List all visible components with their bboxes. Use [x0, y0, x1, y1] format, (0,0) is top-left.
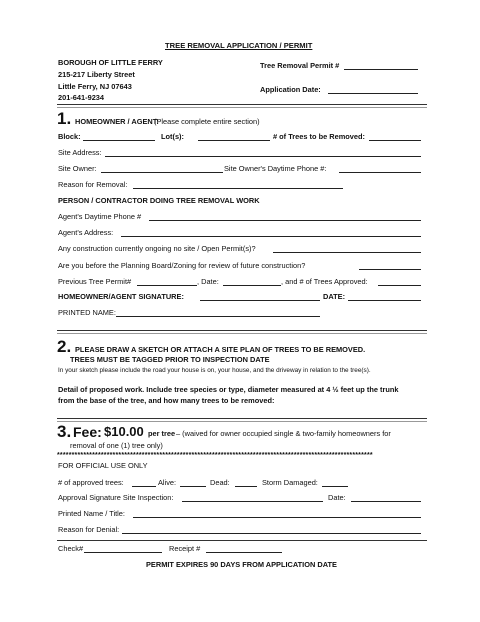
official-use-heading: FOR OFFICIAL USE ONLY: [58, 461, 148, 470]
denial-field[interactable]: [122, 533, 421, 534]
section-divider: [57, 330, 427, 331]
signature-label: HOMEOWNER/AGENT SIGNATURE:: [58, 292, 184, 301]
receipt-label: Receipt #: [169, 544, 201, 553]
contractor-heading: PERSON / CONTRACTOR DOING TREE REMOVAL WORK: [58, 196, 260, 205]
agent-address-field[interactable]: [121, 236, 421, 237]
storm-damaged-label: Storm Damaged:: [262, 478, 318, 487]
site-address-label: Site Address:: [58, 148, 102, 157]
reason-field[interactable]: [133, 188, 343, 189]
permit-number-field[interactable]: [344, 69, 418, 70]
section-divider: [57, 421, 427, 422]
dead-field[interactable]: [235, 486, 257, 487]
trees-removed-field[interactable]: [369, 140, 421, 141]
alive-label: Alive:: [158, 478, 177, 487]
signature-date-field[interactable]: [348, 300, 421, 301]
section-1-note: (Please complete entire section): [154, 117, 260, 126]
agent-phone-field[interactable]: [149, 220, 421, 221]
previous-date-label: , Date:: [197, 277, 219, 286]
printed-title-label: Printed Name / Title:: [58, 509, 125, 518]
sketch-instructions: In your sketch please include the road your house is on, your house, and the driveway in relation to the tree(s).: [58, 367, 371, 374]
lots-field[interactable]: [198, 140, 270, 141]
printed-name-label: PRINTED NAME:: [58, 308, 116, 317]
trees-approved-label: , and # of Trees Approved:: [281, 277, 368, 286]
section-divider: [57, 104, 427, 105]
denial-label: Reason for Denial:: [58, 525, 120, 534]
approval-signature-label: Approval Signature Site Inspection:: [58, 493, 174, 502]
section-2-number: 2.: [57, 337, 72, 356]
owner-phone-label: Site Owner's Daytime Phone #:: [224, 164, 327, 173]
permit-expires-note: PERMIT EXPIRES 90 DAYS FROM APPLICATION DATE: [146, 560, 337, 569]
section-divider: [57, 540, 427, 541]
form-title: TREE REMOVAL APPLICATION / PERMIT: [165, 41, 313, 50]
construction-label: Any construction currently ongoing no site / Open Permit(s)?: [58, 244, 256, 253]
borough-name: BOROUGH OF LITTLE FERRY: [58, 58, 163, 67]
printed-name-field[interactable]: [116, 316, 320, 317]
site-owner-field[interactable]: [101, 172, 223, 173]
trees-approved-field[interactable]: [378, 285, 421, 286]
block-field[interactable]: [83, 140, 155, 141]
section-1-number: 1.: [57, 109, 72, 128]
application-date-label: Application Date:: [260, 85, 321, 94]
construction-field[interactable]: [273, 252, 421, 253]
planning-label: Are you before the Planning Board/Zoning for review of future construction?: [58, 261, 306, 270]
fee-label: Fee:: [73, 424, 102, 440]
application-date-field[interactable]: [328, 93, 418, 94]
planning-field[interactable]: [359, 269, 421, 270]
approval-date-field[interactable]: [351, 501, 421, 502]
section-divider: [57, 107, 427, 108]
section-divider: [57, 418, 427, 419]
storm-damaged-field[interactable]: [322, 486, 348, 487]
section-divider: [57, 333, 427, 334]
receipt-field[interactable]: [206, 552, 282, 553]
permit-number-label: Tree Removal Permit #: [260, 61, 340, 70]
previous-date-field[interactable]: [223, 285, 281, 286]
approved-trees-field[interactable]: [132, 486, 156, 487]
signature-field[interactable]: [200, 300, 320, 301]
previous-permit-field[interactable]: [137, 285, 197, 286]
signature-date-label: DATE:: [323, 292, 346, 301]
section-1-heading: HOMEOWNER / AGENT:: [75, 117, 159, 126]
stars-separator: ************************************************************************************************************: [57, 452, 373, 459]
agent-phone-label: Agent's Daytime Phone #: [58, 212, 142, 221]
approval-signature-field[interactable]: [182, 501, 323, 502]
reason-label: Reason for Removal:: [58, 180, 128, 189]
section-2-line1: PLEASE DRAW A SKETCH OR ATTACH A SITE PLAN OF TREES TO BE REMOVED.: [75, 345, 366, 354]
dead-label: Dead:: [210, 478, 230, 487]
section-2-line2: TREES MUST BE TAGGED PRIOR TO INSPECTION DATE: [70, 355, 270, 364]
alive-field[interactable]: [180, 486, 206, 487]
borough-city: Little Ferry, NJ 07643: [58, 82, 132, 91]
detail-line1: Detail of proposed work. Include tree species or type, diameter measured at 4 ½ feet up the trunk: [58, 385, 399, 394]
trees-removed-label: # of Trees to be Removed:: [273, 132, 365, 141]
section-3-number: 3.: [57, 422, 72, 441]
approval-date-label: Date:: [328, 493, 346, 502]
fee-waiver-line2: removal of one (1) tree only): [70, 441, 163, 450]
agent-address-label: Agent's Address:: [58, 228, 114, 237]
previous-permit-label: Previous Tree Permit#: [58, 277, 132, 286]
fee-amount: $10.00: [104, 424, 144, 439]
check-label: Check#: [58, 544, 84, 553]
owner-phone-field[interactable]: [339, 172, 421, 173]
approved-trees-label: # of approved trees:: [58, 478, 124, 487]
borough-phone: 201-641-9234: [58, 93, 105, 102]
site-owner-label: Site Owner:: [58, 164, 97, 173]
lots-label: Lot(s):: [161, 132, 184, 141]
borough-street: 215-217 Liberty Street: [58, 70, 135, 79]
site-address-field[interactable]: [105, 156, 421, 157]
per-tree: per tree: [148, 429, 176, 438]
printed-title-field[interactable]: [133, 517, 421, 518]
detail-line2: from the base of the tree, and how many trees to be removed:: [58, 396, 275, 405]
fee-waiver-line1: – (waived for owner occupied single & two-family homeowners for: [176, 429, 391, 438]
block-label: Block:: [58, 132, 81, 141]
check-field[interactable]: [84, 552, 162, 553]
